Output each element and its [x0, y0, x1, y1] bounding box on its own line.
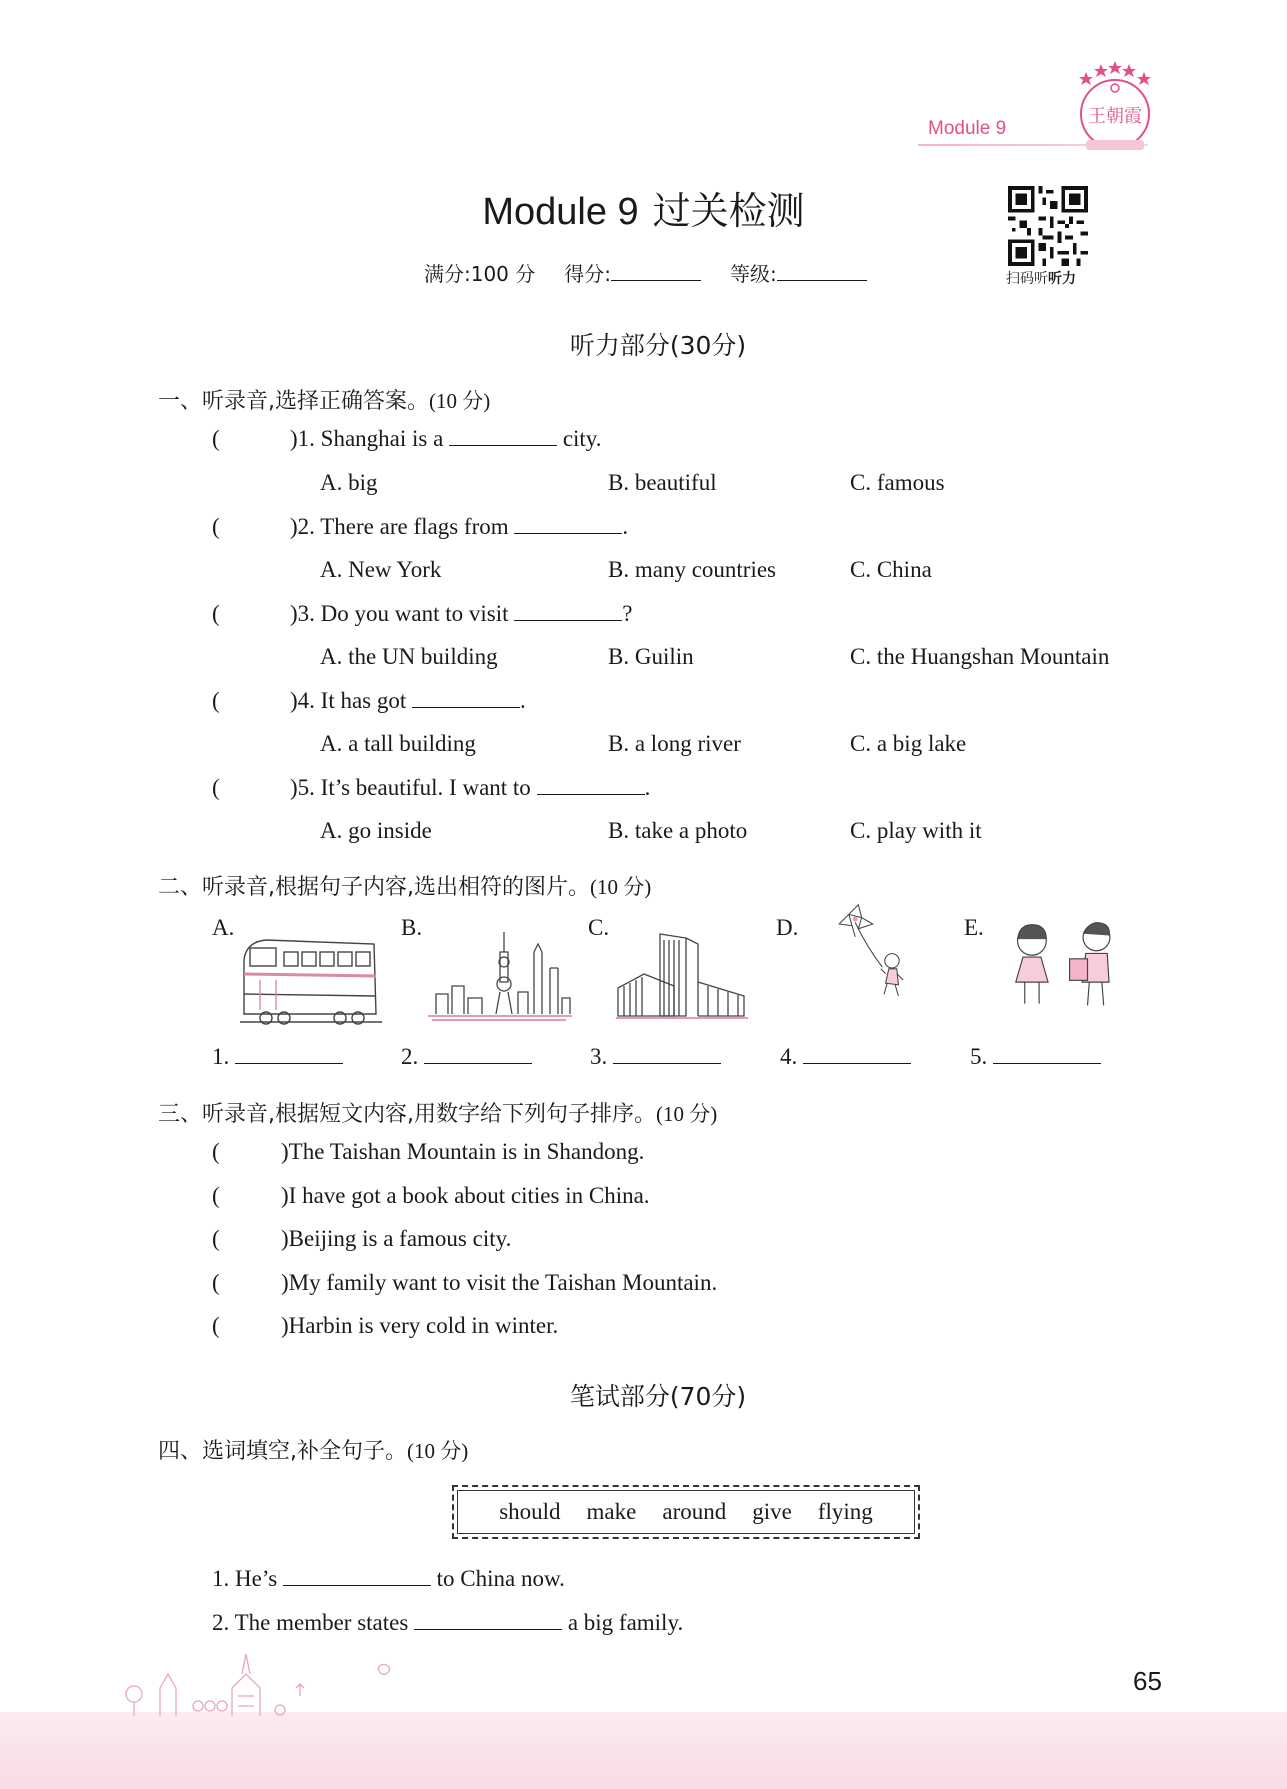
train-picture[interactable]: [236, 930, 384, 1034]
fill-sentence-1: [212, 1566, 565, 1592]
q3-option-c[interactable]: C. the Huangshan Mountain: [850, 644, 1110, 669]
q4-option-c[interactable]: C. a big lake: [850, 731, 967, 756]
fill-sentence-2: [212, 1610, 683, 1636]
question-4: ( )4. It has got .: [212, 688, 526, 713]
q4-stem-end: .: [520, 688, 526, 713]
q2-option-c[interactable]: C. China: [850, 557, 932, 582]
order-sentence-2: ( )I have got a book about cities in China.: [212, 1183, 650, 1208]
answer-5-label: 5.: [970, 1044, 988, 1069]
writing-part-heading: 笔试部分(70分): [569, 1382, 747, 1411]
section2-points: (10 分): [590, 875, 652, 899]
picture-label-d: D.: [776, 915, 799, 940]
q4-blank[interactable]: [412, 707, 520, 708]
section3-heading: [158, 1097, 717, 1128]
section4-heading: [158, 1434, 468, 1465]
q4-option-a[interactable]: A. a tall building: [320, 731, 476, 756]
fill-2-after: a big family.: [567, 1610, 684, 1635]
skyline-picture[interactable]: [426, 922, 574, 1026]
score-line: [424, 258, 867, 287]
answer-4-blank[interactable]: [803, 1063, 911, 1064]
page-title: [0, 180, 1287, 235]
brand-badge-logo: [1074, 58, 1156, 154]
q1-stem: )1. Shanghai is a: [290, 426, 444, 451]
score-label: 得分:: [564, 262, 612, 286]
order-sentence-1: ( )The Taishan Mountain is in Shandong.: [212, 1139, 645, 1164]
q5-blank[interactable]: [537, 794, 645, 795]
grade-blank[interactable]: [777, 280, 867, 281]
q5-stem: )5. It’s beautiful. I want to: [290, 775, 531, 800]
q2-option-b[interactable]: B. many countries: [608, 557, 776, 582]
q2-option-a[interactable]: A. New York: [320, 557, 442, 582]
order-sentence-4-text: )My family want to visit the Taishan Mountain.: [281, 1270, 718, 1295]
grade-label: 等级:: [730, 262, 777, 286]
question-2: ( )2. There are flags from .: [212, 514, 629, 539]
q1-option-b[interactable]: B. beautiful: [608, 470, 717, 495]
q3-stem: )3. Do you want to visit: [290, 601, 509, 626]
answer-4-label: 4.: [780, 1044, 798, 1069]
order-sentence-3: ( )Beijing is a famous city.: [212, 1226, 512, 1251]
word-make[interactable]: make: [586, 1499, 637, 1524]
footer-band: [0, 1712, 1287, 1789]
section1-points: (10 分): [429, 389, 491, 413]
kite-flying-picture[interactable]: [802, 900, 950, 1004]
q3-option-a[interactable]: A. the UN building: [320, 644, 498, 669]
q2-stem-end: .: [622, 514, 629, 539]
order-sentence-1-text: )The Taishan Mountain is in Shandong.: [281, 1139, 645, 1164]
section1-heading: [158, 384, 490, 415]
badge-text: 王朝霞: [1088, 106, 1142, 127]
q2-stem: )2. There are flags from: [290, 514, 509, 539]
q3-stem-end: ?: [622, 601, 633, 626]
module-tag: Module 9: [928, 118, 1007, 139]
order-sentence-3-text: )Beijing is a famous city.: [281, 1226, 512, 1251]
qr-code[interactable]: [1008, 186, 1088, 266]
listening-part-heading: 听力部分(30分): [569, 331, 747, 360]
qr-caption: [1006, 268, 1076, 288]
footer-town-illustration: [120, 1648, 420, 1718]
answer-5: [970, 1044, 1101, 1070]
q3-blank[interactable]: [514, 620, 622, 621]
word-around[interactable]: around: [662, 1499, 727, 1524]
q1-blank[interactable]: [449, 445, 557, 446]
answer-2-blank[interactable]: [424, 1063, 532, 1064]
question-1: ( )1. Shanghai is a city.: [212, 426, 602, 451]
q4-stem: )4. It has got: [290, 688, 407, 713]
fill-1-before: 1. He’s: [212, 1566, 278, 1591]
order-sentence-5-text: )Harbin is very cold in winter.: [281, 1313, 559, 1338]
q5-stem-end: .: [644, 775, 651, 800]
q1-option-a[interactable]: A. big: [320, 470, 378, 495]
question-3: ( )3. Do you want to visit ?: [212, 601, 633, 626]
q4-option-b[interactable]: B. a long river: [608, 731, 741, 756]
qr-caption-prefix: 扫码听: [1006, 271, 1048, 287]
answer-1-blank[interactable]: [235, 1063, 343, 1064]
order-sentence-2-text: )I have got a book about cities in China.: [281, 1183, 650, 1208]
section3-title: 三、听录音,根据短文内容,用数字给下列句子排序。: [158, 1102, 656, 1127]
q1-option-c[interactable]: C. famous: [850, 470, 945, 495]
page-number: 65: [1133, 1666, 1162, 1696]
un-building-picture[interactable]: [614, 926, 762, 1030]
answer-5-blank[interactable]: [993, 1063, 1101, 1064]
picture-label-a: A.: [212, 915, 235, 940]
fill-2-blank[interactable]: [414, 1629, 562, 1630]
word-bank: [452, 1485, 920, 1539]
title-cn: 过关检测: [652, 189, 805, 233]
answer-4: [780, 1044, 911, 1070]
answer-3: [590, 1044, 721, 1070]
answer-1-label: 1.: [212, 1044, 230, 1069]
word-give[interactable]: give: [752, 1499, 792, 1524]
q2-blank[interactable]: [514, 533, 622, 534]
title-en: Module 9: [482, 191, 639, 233]
answer-2-label: 2.: [401, 1044, 419, 1069]
q1-stem-end: city.: [562, 426, 602, 451]
q5-option-a[interactable]: A. go inside: [320, 818, 432, 843]
section1-title: 一、听录音,选择正确答案。: [158, 389, 429, 414]
two-children-picture[interactable]: [992, 914, 1140, 1018]
picture-label-b: B.: [401, 915, 423, 940]
fill-1-after: to China now.: [436, 1566, 565, 1591]
section4-points: (10 分): [407, 1439, 469, 1463]
word-should[interactable]: should: [499, 1499, 561, 1524]
q3-option-b[interactable]: B. Guilin: [608, 644, 694, 669]
full-marks: 满分:100 分: [424, 262, 536, 286]
answer-3-label: 3.: [590, 1044, 608, 1069]
order-sentence-4: ( )My family want to visit the Taishan Mountain.: [212, 1270, 718, 1295]
answer-1: [212, 1044, 343, 1070]
order-sentence-5: ( )Harbin is very cold in winter.: [212, 1313, 559, 1338]
section4-title: 四、选词填空,补全句子。: [158, 1439, 407, 1464]
word-flying[interactable]: flying: [817, 1499, 873, 1524]
section2-title: 二、听录音,根据句子内容,选出相符的图片。: [158, 875, 590, 900]
score-blank[interactable]: [611, 280, 701, 281]
qr-caption-strong: 听力: [1048, 271, 1076, 287]
section3-points: (10 分): [656, 1102, 718, 1126]
q5-option-c[interactable]: C. play with it: [850, 818, 982, 843]
picture-label-c: C.: [588, 915, 610, 940]
answer-3-blank[interactable]: [613, 1063, 721, 1064]
section2-heading: [158, 870, 651, 901]
question-5: ( )5. It’s beautiful. I want to .: [212, 775, 651, 800]
q5-option-b[interactable]: B. take a photo: [608, 818, 748, 843]
picture-label-e: E.: [964, 915, 984, 940]
fill-1-blank[interactable]: [283, 1585, 431, 1586]
answer-2: [401, 1044, 532, 1070]
fill-2-before: 2. The member states: [212, 1610, 409, 1635]
